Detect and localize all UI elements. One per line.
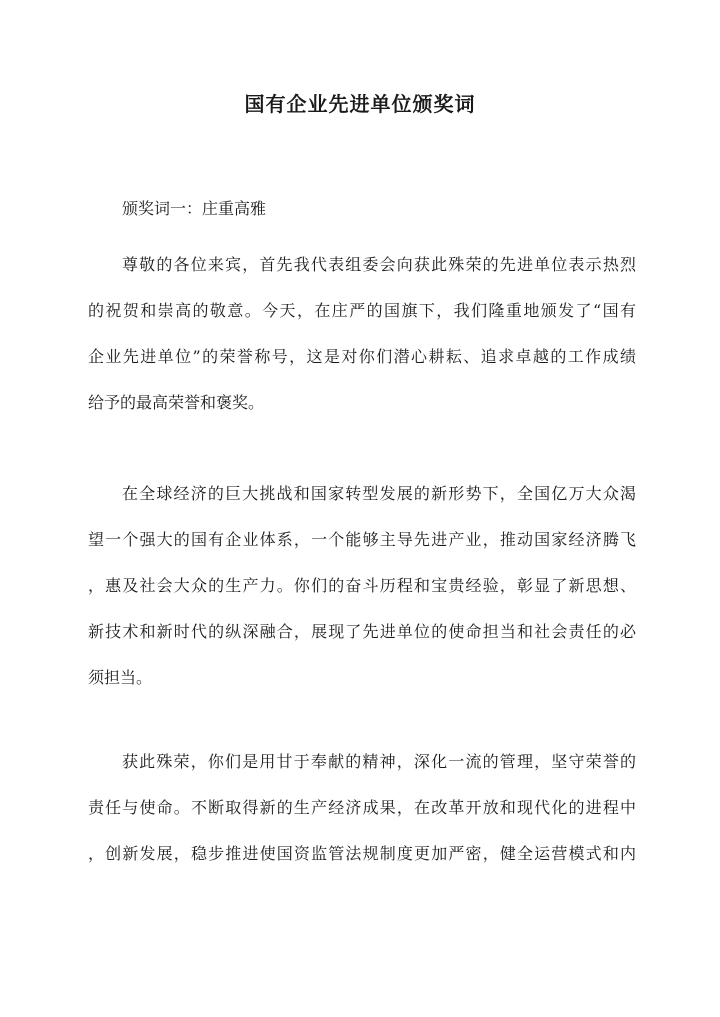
document-title: 国有企业先进单位颁奖词 — [244, 92, 476, 116]
paragraph-line: 企业先进单位”的荣誉称号，这是对你们潜心耕耘、追求卓越的工作成绩 — [88, 347, 636, 366]
paragraph-line: 尊敬的各位来宾，首先我代表组委会向获此殊荣的先进单位表示热烈 — [122, 255, 636, 274]
paragraph-line: 须担当。 — [88, 668, 153, 687]
paragraph-line: 给予的最高荣誉和褒奖。 — [88, 393, 265, 412]
paragraph-line: 责任与使命。不断取得新的生产经济成果，在改革开放和现代化的进程中 — [88, 798, 636, 817]
paragraph-line: 新技术和新时代的纵深融合，展现了先进单位的使命担当和社会责任的必 — [88, 622, 636, 641]
paragraph-3 — [88, 750, 636, 888]
paragraph-line: 的祝贺和崇高的敬意。今天，在庄严的国旗下，我们隆重地颁发了“国有 — [88, 301, 636, 320]
paragraph-line: 在全球经济的巨大挑战和国家转型发展的新形势下，全国亿万大众渴 — [122, 484, 636, 503]
paragraph-line: ，创新发展，稳步推进使国资监管法规制度更加严密，健全运营模式和内 — [88, 844, 636, 863]
paragraph-1 — [88, 253, 636, 437]
award-speech-subheading: 颁奖词一：庄重高雅 — [122, 199, 267, 218]
paragraph-line: 望一个强大的国有企业体系，一个能够主导先进产业，推动国家经济腾飞 — [88, 530, 636, 549]
paragraph-line: ，惠及社会大众的生产力。你们的奋斗历程和宝贵经验，彰显了新思想、 — [88, 576, 636, 595]
paragraph-2 — [88, 482, 636, 712]
paragraph-line: 获此殊荣，你们是用甘于奉献的精神，深化一流的管理，坚守荣誉的 — [122, 752, 636, 771]
